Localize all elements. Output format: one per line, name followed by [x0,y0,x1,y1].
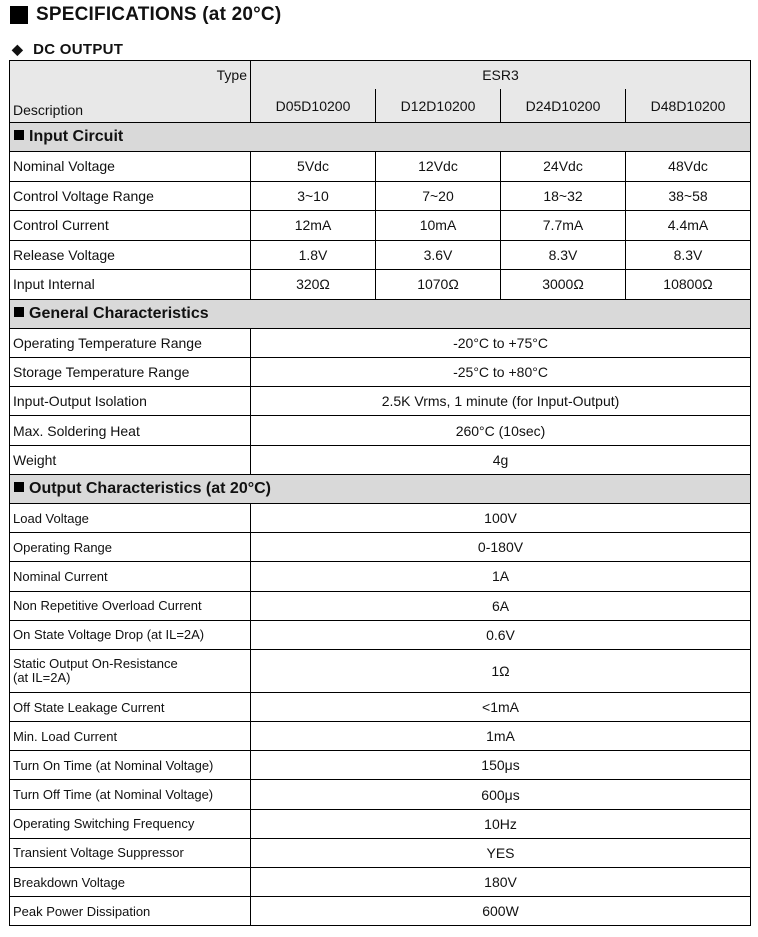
row-label: Operating Switching Frequency [10,809,251,838]
row-label: Control Current [10,211,251,241]
series-name: ESR3 [251,61,751,90]
table-row [10,416,751,445]
specifications-table [9,60,751,926]
cell-value: 150μs [251,751,751,780]
cell-value: 7.7mA [501,211,626,241]
section-header-input-circuit [10,123,751,152]
page-title-text: SPECIFICATIONS (at 20°C) [36,4,282,25]
cell-value: 2.5K Vrms, 1 minute (for Input-Output) [251,387,751,416]
cell-value: -25°C to +80°C [251,357,751,386]
table-row [10,357,751,386]
row-label: Input-Output Isolation [10,387,251,416]
cell-value: 3~10 [251,181,376,211]
row-label [10,649,251,692]
section-header-general [10,299,751,328]
header-row-type [10,61,751,90]
cell-value: 180V [251,868,751,897]
section-header-output [10,474,751,503]
row-label: Operating Range [10,533,251,562]
cell-value: 320Ω [251,270,376,300]
cell-value: 12mA [251,211,376,241]
row-label: Max. Soldering Heat [10,416,251,445]
cell-value: 18~32 [501,181,626,211]
header-row-models [10,89,751,123]
table-row [10,897,751,926]
row-label: Turn On Time (at Nominal Voltage) [10,751,251,780]
cell-value: 24Vdc [501,152,626,182]
cell-value: 0-180V [251,533,751,562]
table-row [10,533,751,562]
cell-value: 260°C (10sec) [251,416,751,445]
table-row [10,387,751,416]
diamond-bullet-icon: ◆ [12,40,24,57]
square-bullet-icon [14,130,24,140]
cell-value: 1070Ω [376,270,501,300]
table-row [10,780,751,809]
row-label: Load Voltage [10,503,251,532]
cell-value: 1mA [251,722,751,751]
cell-value: 7~20 [376,181,501,211]
section-title: Output Characteristics (at 20°C) [29,479,272,497]
cell-value: 6A [251,591,751,620]
cell-value: 5Vdc [251,152,376,182]
row-label: Off State Leakage Current [10,692,251,721]
cell-value: 600W [251,897,751,926]
row-label: Operating Temperature Range [10,328,251,357]
row-label: Peak Power Dissipation [10,897,251,926]
cell-value: 8.3V [626,240,751,270]
cell-value: 3000Ω [501,270,626,300]
row-label: Storage Temperature Range [10,357,251,386]
row-label: Input Internal [10,270,251,300]
cell-value: 12Vdc [376,152,501,182]
description-label: Description [10,89,251,123]
row-label: Min. Load Current [10,722,251,751]
table-row [10,722,751,751]
cell-value: 10Hz [251,809,751,838]
cell-value: 600μs [251,780,751,809]
table-row [10,445,751,474]
row-label: Control Voltage Range [10,181,251,211]
section-title: General Characteristics [29,304,209,322]
square-bullet-icon [10,6,28,24]
row-label: On State Voltage Drop (at IL=2A) [10,620,251,649]
cell-value: 1A [251,562,751,591]
square-bullet-icon [14,307,24,317]
cell-value: <1mA [251,692,751,721]
table-row [10,240,751,270]
row-label: Nominal Voltage [10,152,251,182]
table-row [10,270,751,300]
table-row [10,620,751,649]
row-label: Nominal Current [10,562,251,591]
table-row [10,152,751,182]
model-header: D05D10200 [251,89,376,123]
cell-value: -20°C to +75°C [251,328,751,357]
table-row [10,328,751,357]
table-row [10,751,751,780]
cell-value: 38~58 [626,181,751,211]
row-label-line1: Static Output On-Resistance [13,655,178,671]
table-row [10,838,751,867]
model-header: D24D10200 [501,89,626,123]
model-header: D48D10200 [626,89,751,123]
table-row [10,591,751,620]
type-label: Type [10,61,251,90]
subtitle-text: DC OUTPUT [33,40,124,58]
table-row [10,868,751,897]
cell-value: 0.6V [251,620,751,649]
row-label: Transient Voltage Suppressor [10,838,251,867]
row-label: Weight [10,445,251,474]
cell-value: 4g [251,445,751,474]
cell-value: 8.3V [501,240,626,270]
model-header: D12D10200 [376,89,501,123]
cell-value: 1Ω [251,649,751,692]
section-title: Input Circuit [29,128,124,145]
table-row [10,181,751,211]
row-label: Breakdown Voltage [10,868,251,897]
page-title [10,3,281,27]
table-row [10,692,751,721]
cell-value: 100V [251,503,751,532]
cell-value: YES [251,838,751,867]
cell-value: 1.8V [251,240,376,270]
table-row [10,211,751,241]
table-row [10,503,751,532]
square-bullet-icon [14,482,24,492]
cell-value: 10mA [376,211,501,241]
cell-value: 10800Ω [626,270,751,300]
table-row [10,562,751,591]
table-row [10,809,751,838]
cell-value: 48Vdc [626,152,751,182]
row-label-line2: (at IL=2A) [13,669,71,685]
section-subtitle [12,40,123,58]
cell-value: 3.6V [376,240,501,270]
row-label: Release Voltage [10,240,251,270]
row-label: Non Repetitive Overload Current [10,591,251,620]
row-label: Turn Off Time (at Nominal Voltage) [10,780,251,809]
cell-value: 4.4mA [626,211,751,241]
table-row [10,649,751,692]
